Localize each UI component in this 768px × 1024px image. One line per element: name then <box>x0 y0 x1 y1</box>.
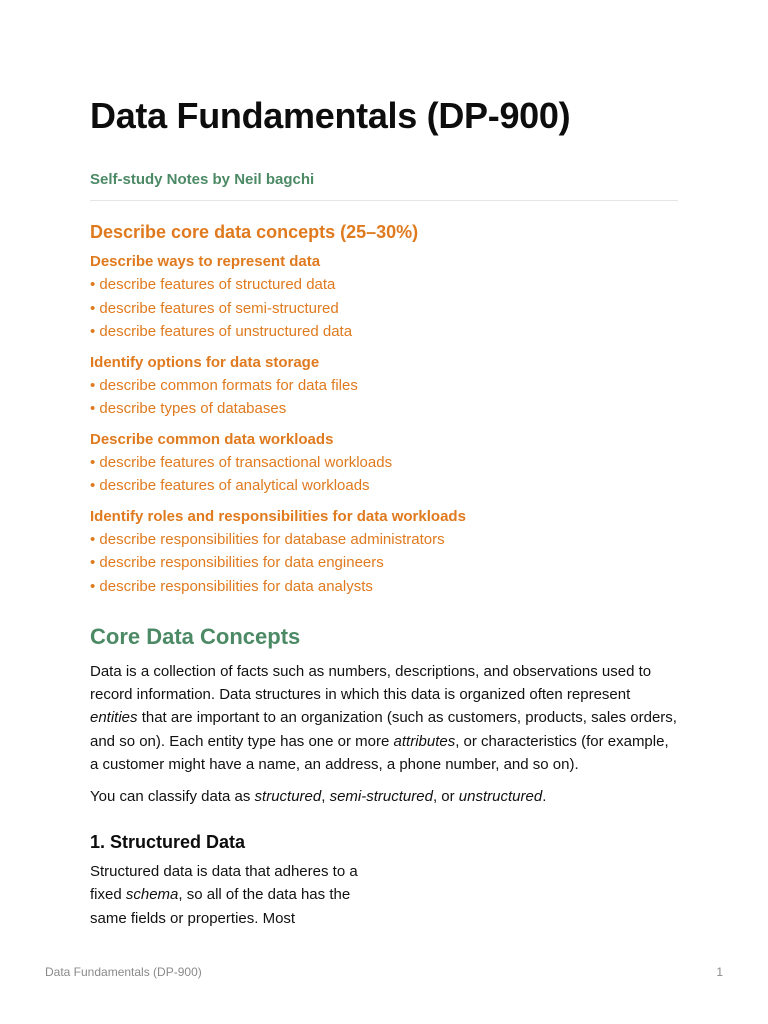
core-paragraph-1 <box>90 660 678 776</box>
italic-term: structured <box>254 788 322 806</box>
group-title: Describe ways to represent data <box>90 253 321 270</box>
list-item: • describe features of transactional workloads <box>90 453 393 471</box>
text-run: , or characteristics (for example, a customer might have a name, an address, a phone number, and so on). <box>90 732 669 773</box>
list-item: • describe responsibilities for data engineers <box>90 554 384 571</box>
italic-term: attributes <box>393 732 456 750</box>
italic-term: unstructured <box>458 788 543 806</box>
text-run: Structured data is data that adheres to a fixed <box>90 863 358 904</box>
list-item: • describe common formats for data files <box>90 376 358 394</box>
bullet-list <box>90 451 678 498</box>
objective-group <box>90 429 678 498</box>
footer-title: Data Fundamentals (DP-900) <box>45 965 202 979</box>
page-number: 1 <box>716 965 723 979</box>
text-run: that are important to an organization (such as customers, products, sales orders, and so on). Each entity type has one or more <box>90 709 677 750</box>
structured-data-heading: 1. Structured Data <box>90 832 246 853</box>
text-run: You can classify data as <box>90 788 255 806</box>
italic-term: schema <box>125 886 179 904</box>
group-title: Identify options for data storage <box>90 353 320 371</box>
section-heading: Describe core data concepts (25–30%) <box>90 222 419 242</box>
core-paragraph-2 <box>90 785 678 808</box>
bullet-list <box>90 374 678 421</box>
bullet-list <box>90 273 678 344</box>
objective-group <box>90 251 678 344</box>
document-body <box>90 94 678 930</box>
italic-term: semi-structured <box>329 788 433 806</box>
list-item: • describe features of unstructured data <box>90 323 353 340</box>
structured-paragraph <box>90 860 370 930</box>
group-title: Identify roles and responsibilities for data workloads <box>90 507 466 525</box>
list-item: • describe types of databases <box>90 400 287 417</box>
core-concepts-heading: Core Data Concepts <box>90 624 301 649</box>
list-item: • describe features of structured data <box>90 276 336 293</box>
page-title: Data Fundamentals (DP-900) <box>90 95 571 136</box>
subtitle: Self-study Notes by Neil bagchi <box>90 171 315 188</box>
text-run: , or <box>432 788 459 806</box>
list-item: • describe responsibilities for data analysts <box>90 577 373 595</box>
text-run: , <box>321 788 330 806</box>
list-item: • describe responsibilities for database administrators <box>90 530 445 548</box>
italic-term: entities <box>90 709 138 727</box>
divider <box>90 200 678 201</box>
objective-group <box>90 352 678 421</box>
list-item: • describe features of analytical workloads <box>90 477 370 494</box>
text-run: . <box>542 788 547 806</box>
group-title: Describe common data workloads <box>90 430 334 448</box>
bullet-list <box>90 528 678 599</box>
text-run: Data is a collection of facts such as numbers, descriptions, and observations used to record information. Data structures in which this data is organized often represent <box>90 663 652 704</box>
objective-group <box>90 506 678 599</box>
list-item: • describe features of semi-structured <box>90 299 339 317</box>
text-run: , so all of the data has the same fields or properties. Most <box>90 886 351 927</box>
